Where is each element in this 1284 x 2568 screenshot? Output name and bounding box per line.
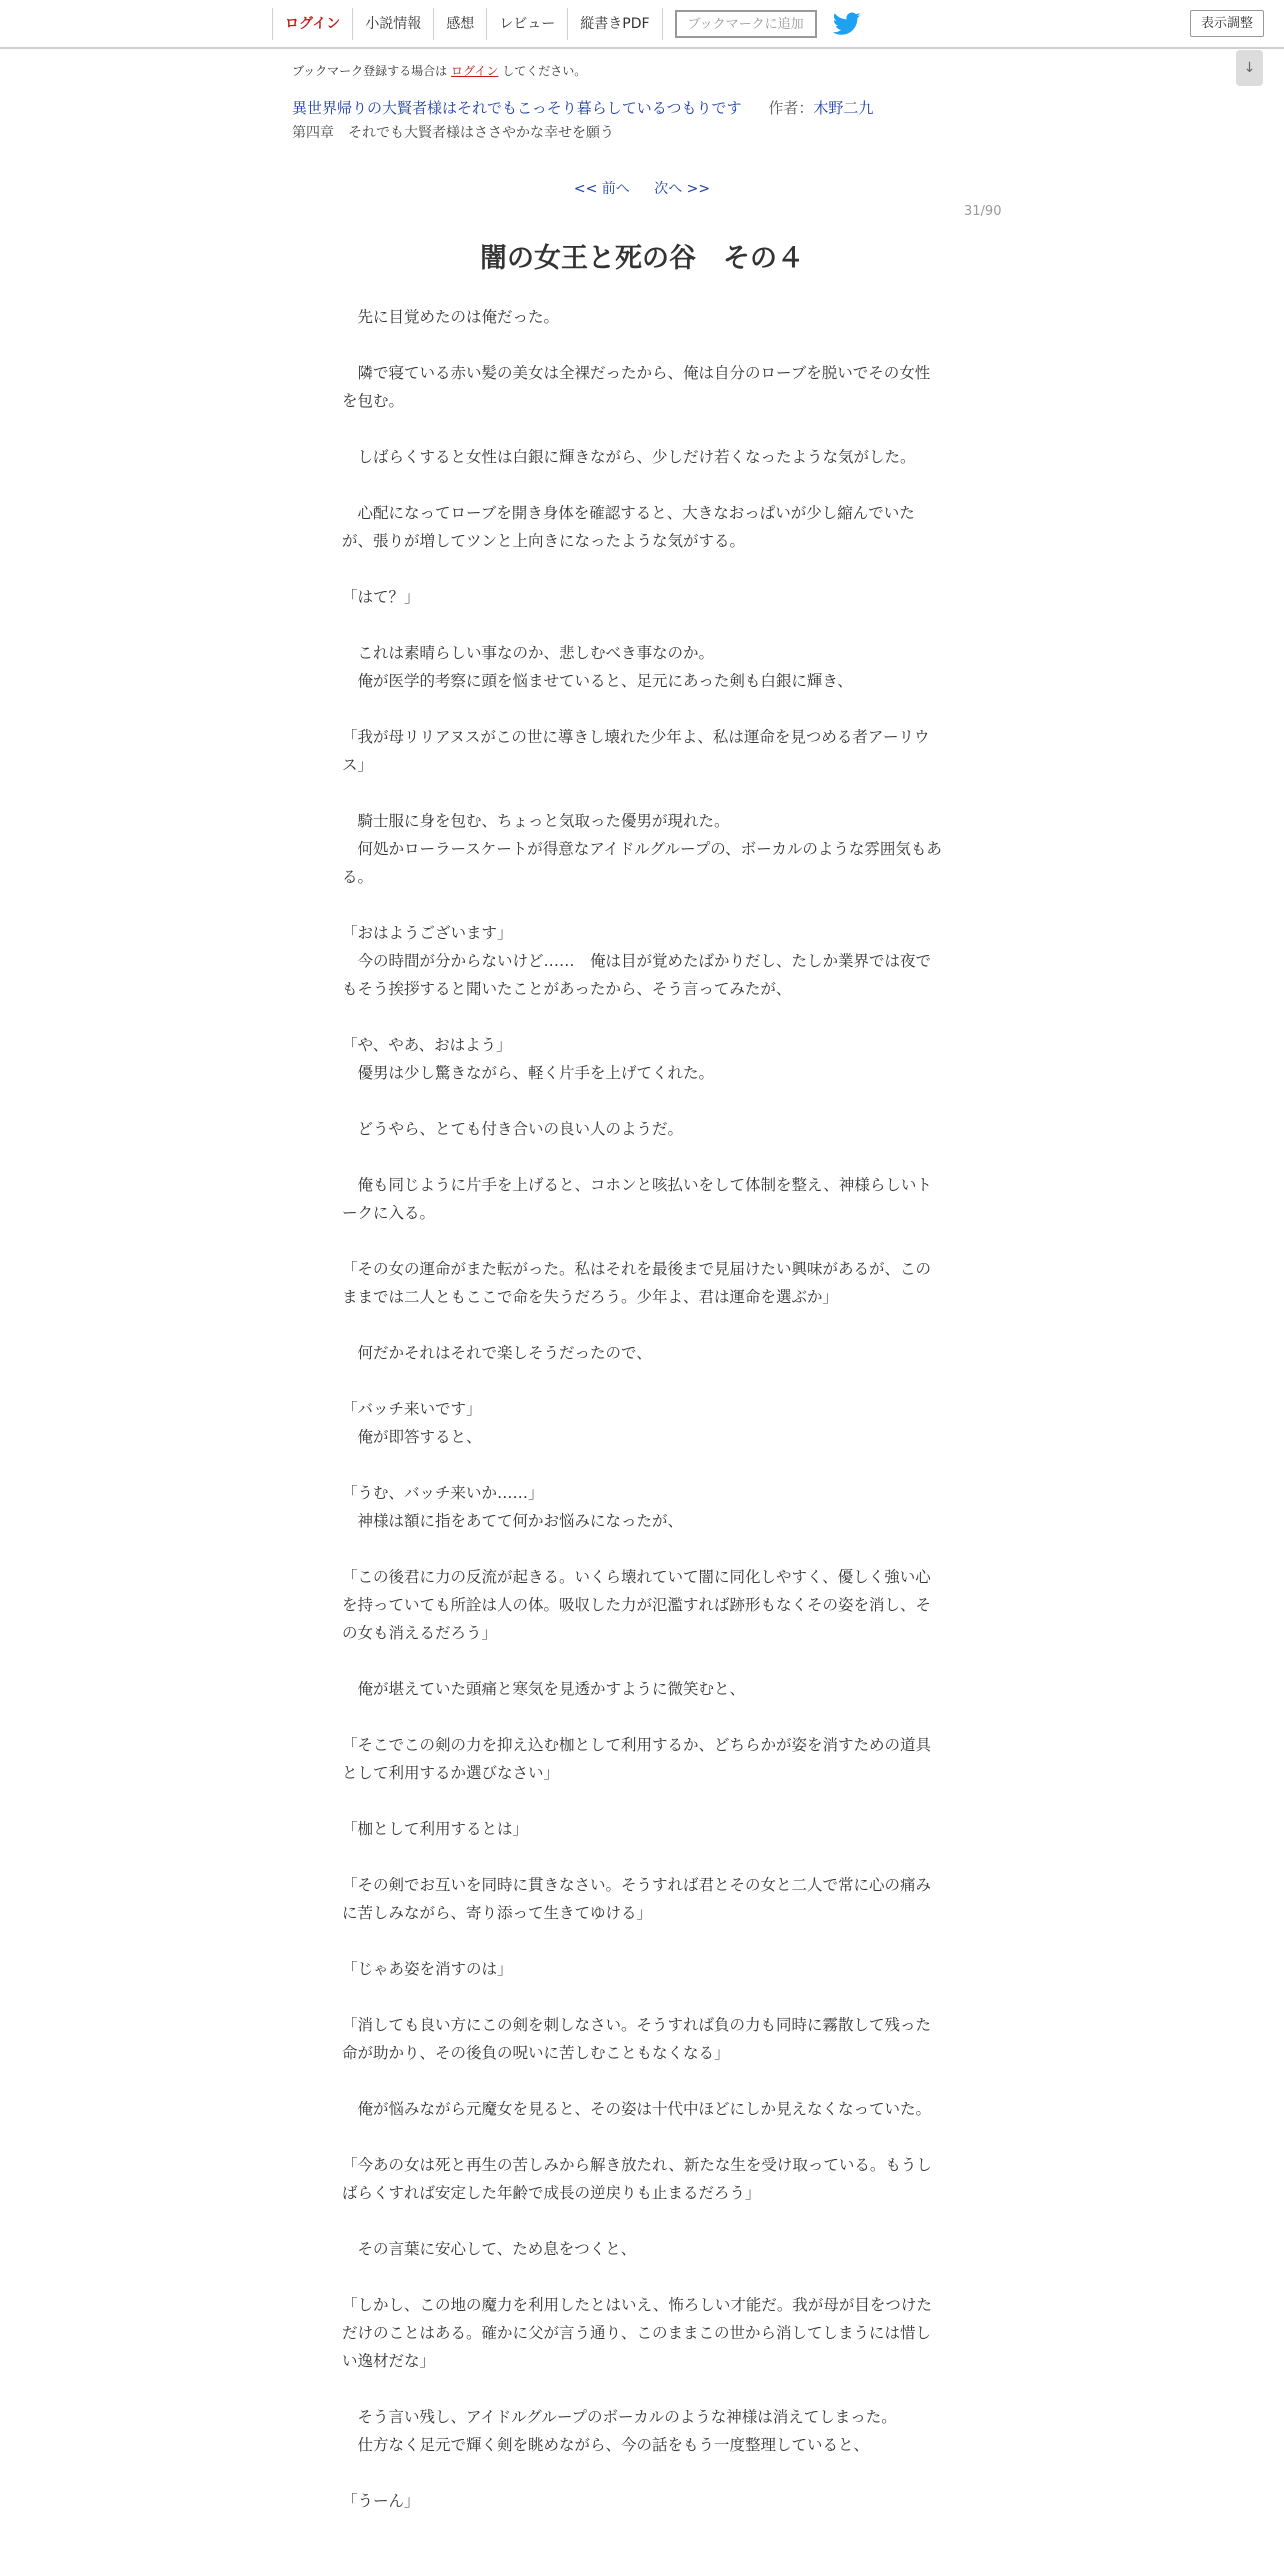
bookmark-login-note [292,62,586,79]
novel-paragraph: 俺が即答すると、 [342,1428,482,1446]
novel-paragraph [342,2459,942,2487]
novel-paragraph: 「うむ、バッチ来いか……」 [342,1484,544,1502]
novel-paragraph: 神様は額に指をあてて何かお悩みになったが、 [342,1512,684,1530]
nav-review[interactable]: レビュー [487,8,568,40]
nav-vertical-pdf[interactable]: 縦書きPDF [568,8,662,40]
prev-episode-link[interactable]: << 前へ [573,181,630,197]
novel-paragraph [342,891,942,919]
novel-paragraph [342,331,942,359]
novel-paragraph: 俺が堪えていた頭痛と寒気を見透かすように微笑むと、 [342,1680,746,1698]
novel-paragraph: 「その女の運命がまた転がった。私はそれを最後まで見届けたい興味があるが、このままでは二人ともここで命を失うだろう。少年よ、君は運命を選ぶか」 [342,1260,932,1306]
novel-paragraph: その言葉に安心して、ため息をつくと、 [342,2240,637,2258]
novel-paragraph: 「はて？」 [342,588,420,606]
bookmark-login-link[interactable]: ログイン [451,64,499,78]
novel-paragraph: 「枷として利用するとは」 [342,1820,529,1838]
novel-paragraph: 何だかそれはそれで楽しそうだったので、 [342,1344,652,1362]
novel-paragraph: 「我が母リリアヌスがこの世に導きし壊れた少年よ、私は運命を見つめる者アーリウス」 [342,728,930,774]
twitter-bird-icon[interactable] [833,12,861,36]
display-settings-button[interactable]: 表示調整 [1190,10,1264,37]
novel-paragraph [342,555,942,583]
novel-paragraph [342,779,942,807]
novel-paragraph: これは素晴らしい事なのか、悲しむべき事なのか。 [342,644,715,662]
scroll-down-arrow-icon[interactable]: ↓ [1236,50,1263,86]
novel-paragraph [342,1843,942,1871]
novel-paragraph: 「じゃあ姿を消すのは」 [342,1960,513,1978]
bookmark-note-prefix: ブックマーク登録する場合は [292,64,448,78]
novel-paragraph: 俺も同じように片手を上げると、コホンと咳払いをして体制を整え、神様らしいトークに入る。 [342,1176,932,1222]
novel-paragraph: 優男は少し驚きながら、軽く片手を上げてくれた。 [342,1064,715,1082]
chapter-title: 第四章 それでも大賢者様はささやかな幸せを願う [292,125,614,141]
top-header [0,0,1284,49]
next-episode-link[interactable]: 次へ >> [654,181,711,197]
novel-paragraph: 「や、やあ、おはよう」 [342,1036,512,1054]
add-bookmark-button[interactable]: ブックマークに追加 [675,10,817,38]
novel-paragraph [342,1451,942,1479]
novel-paragraph [342,611,942,639]
novel-paragraph [342,2067,942,2095]
author-label: 作者： [768,99,814,117]
novel-paragraph: 仕方なく足元で輝く剣を眺めながら、今の話をもう一度整理していると、 [342,2436,870,2454]
novel-paragraph [342,1927,942,1955]
novel-paragraph: 俺が悩みながら元魔女を見ると、その姿は十代中ほどにしか見えなくなっていた。 [342,2100,932,2118]
series-title-link[interactable]: 異世界帰りの大賢者様はそれでもこっそり暮らしているつもりです [292,99,742,117]
series-info [292,97,873,118]
novel-paragraph: 「おはようございます」 [342,924,513,942]
novel-paragraph: 今の時間が分からないけど…… 俺は目が覚めたばかりだし、たしか業界では夜でもそう挨拶すると聞いたことがあったから、そう言ってみたが、 [342,952,932,998]
novel-paragraph [342,415,942,443]
nav-login[interactable]: ログイン [273,8,353,40]
author-link[interactable]: 木野二九 [813,99,874,117]
novel-paragraph: 「この後君に力の反流が起きる。いくら壊れていて闇に同化しやすく、優しく強い心を持っていても所詮は人の体。吸収した力が氾濫すれば跡形もなくその姿を消し、その女も消えるだろう」 [342,1568,932,1642]
novel-paragraph: 俺が医学的考察に頭を悩ませていると、足元にあった剣も白銀に輝き、 [342,672,853,690]
novel-paragraph [342,1787,942,1815]
novel-paragraph: 「バッチ来いです」 [342,1400,482,1418]
novel-paragraph: そう言い残し、アイドルグループのボーカルのような神様は消えてしまった。 [342,2408,897,2426]
nav-impressions[interactable]: 感想 [434,8,487,40]
novel-paragraph [342,1535,942,1563]
novel-paragraph [342,695,942,723]
novel-paragraph: 騎士服に身を包む、ちょっと気取った優男が現れた。 [342,812,730,830]
novel-paragraph [342,1703,942,1731]
novel-paragraph [342,2207,942,2235]
nav-novel-info[interactable]: 小説情報 [353,8,434,40]
episode-count: 31/90 [964,204,1002,219]
novel-paragraph [342,2375,942,2403]
novel-paragraph: 「しかし、この地の魔力を利用したとはいえ、怖ろしい才能だ。我が母が目をつけただけのことはある。確かに父が言う通り、このままこの世から消してしまうには惜しい逸材だな」 [342,2296,932,2370]
novel-body [342,303,942,2515]
novel-paragraph: しばらくすると女性は白銀に輝きながら、少しだけ若くなったような気がした。 [342,448,916,466]
episode-pager [0,178,1284,198]
novel-paragraph [342,2263,942,2291]
novel-paragraph: どうやら、とても付き合いの良い人のようだ。 [342,1120,684,1138]
novel-paragraph: 「そこでこの剣の力を抑え込む枷として利用するか、どちらかが姿を消すための道具として利用するか選びなさい」 [342,1736,932,1782]
novel-paragraph: 先に目覚めたのは俺だった。 [342,308,560,326]
novel-paragraph [342,2123,942,2151]
novel-paragraph: 「うーん」 [342,2492,420,2510]
novel-paragraph [342,1143,942,1171]
novel-paragraph [342,1367,942,1395]
episode-title: 闇の女王と死の谷 その４ [480,243,804,274]
novel-paragraph: 心配になってローブを開き身体を確認すると、大きなおっぱいが少し縮んでいたが、張りが増してツンと上向きになったような気がする。 [342,504,915,550]
novel-paragraph [342,1227,942,1255]
novel-paragraph: 「消しても良い方にこの剣を刺しなさい。そうすれば負の力も同時に霧散して残った命が助かり、その後負の呪いに苦しむこともなくなる」 [342,2016,932,2062]
novel-paragraph: 何処かローラースケートが得意なアイドルグループの、ボーカルのような雰囲気もある。 [342,840,942,886]
bookmark-note-suffix: してください。 [502,64,587,78]
novel-paragraph [342,1003,942,1031]
novel-paragraph [342,1087,942,1115]
top-nav [272,8,861,40]
novel-paragraph [342,1647,942,1675]
novel-paragraph [342,471,942,499]
novel-paragraph: 隣で寝ている赤い髪の美女は全裸だったから、俺は自分のローブを脱いでその女性を包む。 [342,364,931,410]
novel-paragraph: 「今あの女は死と再生の苦しみから解き放たれ、新たな生を受け取っている。もうしばらくすれば安定した年齢で成長の逆戻りも止まるだろう」 [342,2156,932,2202]
novel-paragraph [342,1311,942,1339]
novel-paragraph: 「その剣でお互いを同時に貫きなさい。そうすれば君とその女と二人で常に心の痛みに苦しみながら、寄り添って生きてゆける」 [342,1876,932,1922]
novel-paragraph [342,1983,942,2011]
